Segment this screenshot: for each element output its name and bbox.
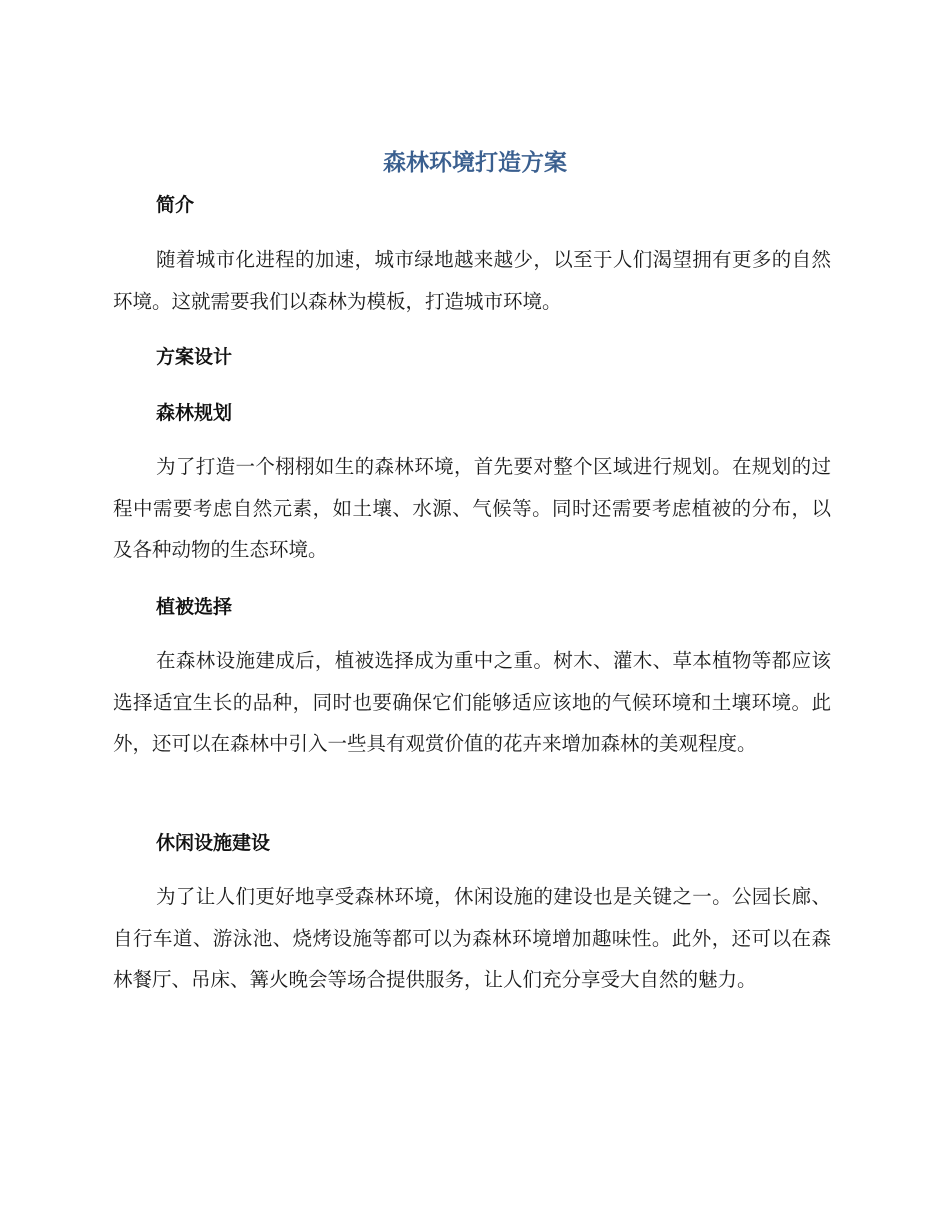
section-heading-intro: 简介 (156, 194, 195, 216)
section-heading-leisure: 休闲设施建设 (156, 832, 271, 854)
section-heading-plan-design: 方案设计 (156, 346, 233, 368)
document-title: 森林环境打造方案 (383, 150, 567, 176)
section-heading-forest-planning: 森林规划 (156, 402, 233, 424)
section-paragraph-leisure: 为了让人们更好地享受森林环境，休闲设施的建设也是关键之一。公园长廊、自行车道、游泳池、烧烤设施等都可以为森林环境增加趣味性。此外，还可以在森林餐厅、吊床、篝火晚会等场合提供服务，让人们充分享受大自然的魅力。 (113, 885, 831, 991)
section-paragraph-vegetation: 在森林设施建成后，植被选择成为重中之重。树木、灌木、草本植物等都应该选择适宜生长的品种，同时也要确保它们能够适应该地的气候环境和土壤环境。此外，还可以在森林中引入一些具有观赏价值的花卉来增加森林的美观程度。 (113, 649, 831, 755)
section-paragraph-forest-planning: 为了打造一个栩栩如生的森林环境，首先要对整个区域进行规划。在规划的过程中需要考虑自然元素，如土壤、水源、气候等。同时还需要考虑植被的分布，以及各种动物的生态环境。 (113, 455, 831, 561)
section-paragraph-intro: 随着城市化进程的加速，城市绿地越来越少，以至于人们渴望拥有更多的自然环境。这就需要我们以森林为模板，打造城市环境。 (113, 248, 831, 313)
section-heading-vegetation: 植被选择 (156, 596, 233, 618)
